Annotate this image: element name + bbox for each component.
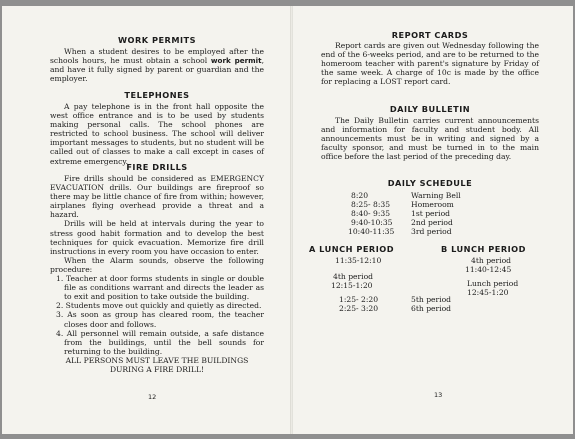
telephones-heading: TELEPHONES: [124, 90, 190, 100]
fire-drills-paragraph: When the Alarm sounds, observe the following procedure:: [50, 255, 264, 274]
report-cards-section: [321, 30, 539, 86]
telephones-section: [50, 90, 264, 166]
page-number-right: 13: [434, 391, 443, 399]
right-page: [291, 6, 573, 434]
schedule-time: 2:25- 3:20: [339, 304, 379, 313]
work-permits-section: [50, 35, 264, 83]
fire-drills-section: [50, 162, 264, 374]
fire-drill-step: 4. All personnel will remain outside, a safe distance from the buildings, until the bell sounds for returning to the building.: [56, 328, 264, 356]
fire-drill-step: 1. Teacher at door forms students in single or double file as conditions warrant and directs the leader as to exit and position to take outside the building.: [56, 274, 264, 302]
report-cards-heading: REPORT CARDS: [391, 30, 469, 40]
daily-schedule-section: [321, 178, 539, 188]
fire-drills-paragraph: Drills will be held at intervals during the year to stress good habit formation and to develop the best techniques for quick evacuation. Memorize fire drill instructions in every room you have occasion to enter.: [50, 219, 264, 256]
b-lunch-period4-label: 4th period: [471, 256, 512, 265]
a-lunch-period4-label: 4th period: [333, 272, 374, 281]
left-page: [2, 6, 291, 434]
schedule-label: 6th period: [411, 304, 452, 313]
fire-drills-closing: ALL PERSONS MUST LEAVE THE BUILDINGS DURING A FIRE DRILL!: [65, 355, 249, 374]
work-permits-heading: WORK PERMITS: [117, 35, 197, 45]
telephones-text: A pay telephone is in the front hall opposite the west office entrance and is to be used by students making personal calls. The school phones are restricted to school business. The school will deliver important messages to students, but no student will be called out of classes to make a call except in cases of extreme emergency.: [50, 102, 264, 166]
fire-drills-heading: FIRE DRILLS: [126, 162, 188, 172]
schedule-time: 10:40-11:35: [348, 227, 395, 236]
work-permits-text: When a student desires to be employed after the schools hours, he must obtain a school work permit, and have it fully signed by parent or guardian and the employer.: [50, 47, 264, 84]
schedule-label: 5th period: [411, 295, 452, 304]
daily-schedule-heading: DAILY SCHEDULE: [387, 178, 473, 188]
b-lunch-heading: B LUNCH PERIOD: [441, 244, 526, 254]
work-permit-bold: work permit: [210, 56, 262, 66]
schedule-label: 1st period: [411, 209, 451, 218]
b-lunch-lunch-label: Lunch period: [467, 279, 519, 288]
booklet-spread: [2, 6, 573, 434]
a-lunch-period4-time: 12:15-1:20: [331, 281, 373, 290]
schedule-time: 8:40- 9:35: [351, 209, 391, 218]
schedule-time: 9:40-10:35: [351, 218, 393, 227]
a-lunch-time: 11:35-12:10: [335, 256, 382, 265]
page-number-left: 12: [148, 393, 157, 401]
b-lunch-period4-time: 11:40-12:45: [465, 265, 512, 274]
a-lunch-heading: A LUNCH PERIOD: [309, 244, 395, 254]
daily-bulletin-text: The Daily Bulletin carries current announcements and information for faculty and student body. All announcements must be in writing and signed by a faculty sponsor, and must be turned in to the main office before the last period of the preceding day.: [321, 116, 539, 162]
schedule-label: 3rd period: [411, 227, 452, 236]
fire-drill-steps: [50, 274, 264, 356]
report-cards-text: Report cards are given out Wednesday following the end of the 6-weeks period, and are to be returned to the homeroom teacher with parent's signature by Friday of the same week. A charge of 10c is made by the office for replacing a LOST report card.: [321, 41, 539, 87]
fire-drill-step: 3. As soon as group has cleared room, the teacher closes door and follows.: [56, 310, 264, 329]
schedule-label: Warning Bell: [411, 191, 461, 200]
schedule-time: 1:25- 2:20: [339, 295, 379, 304]
daily-bulletin-section: [321, 104, 539, 161]
daily-bulletin-heading: DAILY BULLETIN: [389, 104, 471, 114]
schedule-label: Homeroom: [411, 200, 454, 209]
schedule-time: 8:20: [351, 191, 369, 200]
schedule-time: 8:25- 8:35: [351, 200, 391, 209]
b-lunch-lunch-time: 12:45-1:20: [467, 288, 509, 297]
fire-drills-paragraph: Fire drills should be considered as EMERGENCY EVACUATION drills. Our buildings are fireproof so there may be little chance of fire from within; however, airplanes flying overhead provide a threat and a hazard.: [50, 174, 264, 220]
fire-drill-step: 2. Students move out quickly and quietly as directed.: [56, 301, 262, 311]
schedule-label: 2nd period: [411, 218, 453, 227]
